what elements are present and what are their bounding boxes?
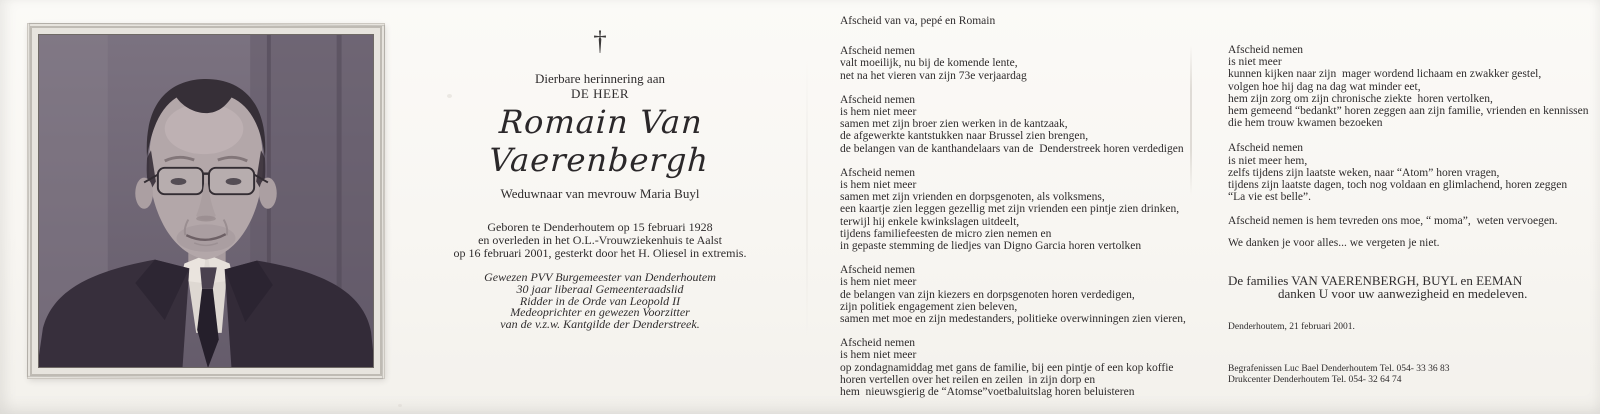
header-panel <box>420 0 780 414</box>
families-acknowledgement <box>1228 274 1600 301</box>
text-line: is hem niet meer <box>840 106 917 119</box>
text-line: de belangen van de kanthandelaars van de Denderstreek horen verdedigen <box>840 142 1184 155</box>
text-line: een kaartje zien leggen gezellig met zijn vrienden een pintje zien drinken, <box>840 203 1180 216</box>
deceased-name: Romain Van Vaerenbergh <box>488 103 710 179</box>
text-line: “La vie est belle”. <box>1228 191 1312 204</box>
portrait-illustration <box>39 35 373 367</box>
portrait-photo <box>38 34 374 368</box>
text-line: Afscheid nemen <box>840 337 916 350</box>
text-line: is hem niet meer <box>840 179 917 192</box>
families-line: De families VAN VAERENBERGH, BUYL en EEMAN <box>1228 272 1523 288</box>
text-line: Afscheid nemen <box>1228 142 1304 155</box>
text-line: zelfs tijdens zijn laatste weken, naar “Atom” horen vragen, <box>1228 166 1500 179</box>
stanza <box>840 264 1222 325</box>
honorific: DE HEER <box>570 86 630 101</box>
text-line: in gepaste stemming de liedjes van Digno Garcia horen vertolken <box>840 240 1142 253</box>
text-line: kunnen kijken naar zijn mager wordend lichaam en zwakker gestel, <box>1228 68 1542 81</box>
text-line: hem zijn zorg om zijn chronische ziekte horen vertolken, <box>1228 92 1493 105</box>
families-line: danken U voor uw aanwezigheid en medeleven. <box>1278 286 1528 302</box>
cross-icon: † <box>593 26 607 56</box>
stanza <box>1228 142 1600 203</box>
text-line: Afscheid nemen <box>1228 44 1304 56</box>
life-dates <box>420 221 780 260</box>
text-line: en overleden in het O.L.-Vrouwziekenhuis te Aalst <box>478 233 722 247</box>
text-line: Begrafenissen Luc Bael Denderhoutem Tel. 054- 33 36 83 <box>1228 364 1450 375</box>
text-line: op 16 februari 2001, gesterkt door het H. Oliesel in extremis. <box>453 246 747 260</box>
photo-frame <box>28 24 384 378</box>
text-line: Afscheid nemen <box>840 264 916 277</box>
scan-speck <box>398 404 402 407</box>
text-line: op zondagnamiddag met gans de familie, bij een pintje of een kop koffie <box>840 361 1174 374</box>
text-line: die hem trouw kwamen bezoeken <box>1228 117 1383 130</box>
text-line: tijdens zijn laatste dagen, toch nog voldaan en glimlachend, horen zeggen <box>1228 179 1568 192</box>
text-line: horen vertellen over het reilen en zeilen in zijn dorp en <box>840 373 1096 386</box>
honors-list <box>420 272 780 331</box>
fold-crease <box>806 60 808 340</box>
dedication-line: Afscheid van va, pepé en Romain <box>840 15 996 27</box>
spouse-line: Weduwnaar van mevrouw Maria Buyl <box>500 186 700 201</box>
text-line: de afgewerkte kantstukken naar Brussel zien brengen, <box>840 130 1089 143</box>
text-line: Ridder in de Orde van Leopold II <box>519 293 681 308</box>
text-line: samen met zijn broer zien werken in de kantzaak, <box>840 118 1068 131</box>
funeral-home-credits <box>1228 364 1600 386</box>
place-date-line: Denderhoutem, 21 februari 2001. <box>1228 321 1355 332</box>
text-line: Gewezen PVV Burgemeester van Denderhoutem <box>484 270 716 284</box>
text-line: Drukcenter Denderhoutem Tel. 054- 32 64 74 <box>1228 375 1402 386</box>
thanks-line: We danken je voor alles... we vergeten je niet. <box>1228 236 1440 249</box>
poem-panel-right <box>1228 44 1600 386</box>
text-line: samen met moe en zijn medestanders, politieke overwinningen zien vieren, <box>840 313 1186 326</box>
text-line: hem gemeend “bedankt” horen zeggen aan zijn familie, vrienden en kennissen <box>1228 105 1589 118</box>
closing-line: Afscheid nemen is hem tevreden ons moe, “ moma”, weten vervoegen. <box>1228 215 1558 228</box>
text-line: is niet meer <box>1228 56 1282 69</box>
text-line: net na het vieren van zijn 73e verjaardag <box>840 69 1027 82</box>
text-line: Afscheid nemen <box>840 45 916 58</box>
text-line: zijn politiek engagement zien beleven, <box>840 300 1018 313</box>
text-line: de belangen van zijn kiezers en dorpsgenoten horen verdedigen, <box>840 288 1135 301</box>
text-line: hem nieuwsgierig de “Atomse”voetbaluitslag horen beluisteren <box>840 386 1135 399</box>
text-line: tijdens familiefeesten de micro zien nemen en <box>840 227 1052 240</box>
text-line: is hem niet meer <box>840 349 917 362</box>
text-line: valt moeilijk, nu bij de komende lente, <box>840 57 1018 70</box>
text-line: 30 jaar liberaal Gemeenteraadslid <box>516 281 684 296</box>
stanza <box>840 45 1222 82</box>
text-line: is hem niet meer <box>840 276 917 289</box>
text-line: is niet meer hem, <box>1228 154 1308 167</box>
poem-panel-left <box>840 15 1222 410</box>
intro-line: Dierbare herinnering aan <box>535 71 665 86</box>
text-line: van de v.z.w. Kantgilde der Denderstreek. <box>500 317 700 332</box>
text-line: Afscheid nemen <box>840 93 916 106</box>
stanza <box>840 94 1222 155</box>
stanza <box>840 337 1222 398</box>
stanza <box>1228 44 1600 129</box>
text-line: samen met zijn vrienden en dorpsgenoten, als volksmens, <box>840 191 1105 204</box>
text-line: volgen hoe hij dag na dag wat minder eet, <box>1228 80 1421 93</box>
text-line: Geboren te Denderhoutem op 15 februari 1928 <box>487 220 713 234</box>
text-line: terwijl hij enkele kwinkslagen uitdeelt, <box>840 215 1020 228</box>
text-line: Medeoprichter en gewezen Voorzitter <box>510 305 690 320</box>
stanza <box>840 167 1222 252</box>
text-line: Afscheid nemen <box>840 166 916 179</box>
